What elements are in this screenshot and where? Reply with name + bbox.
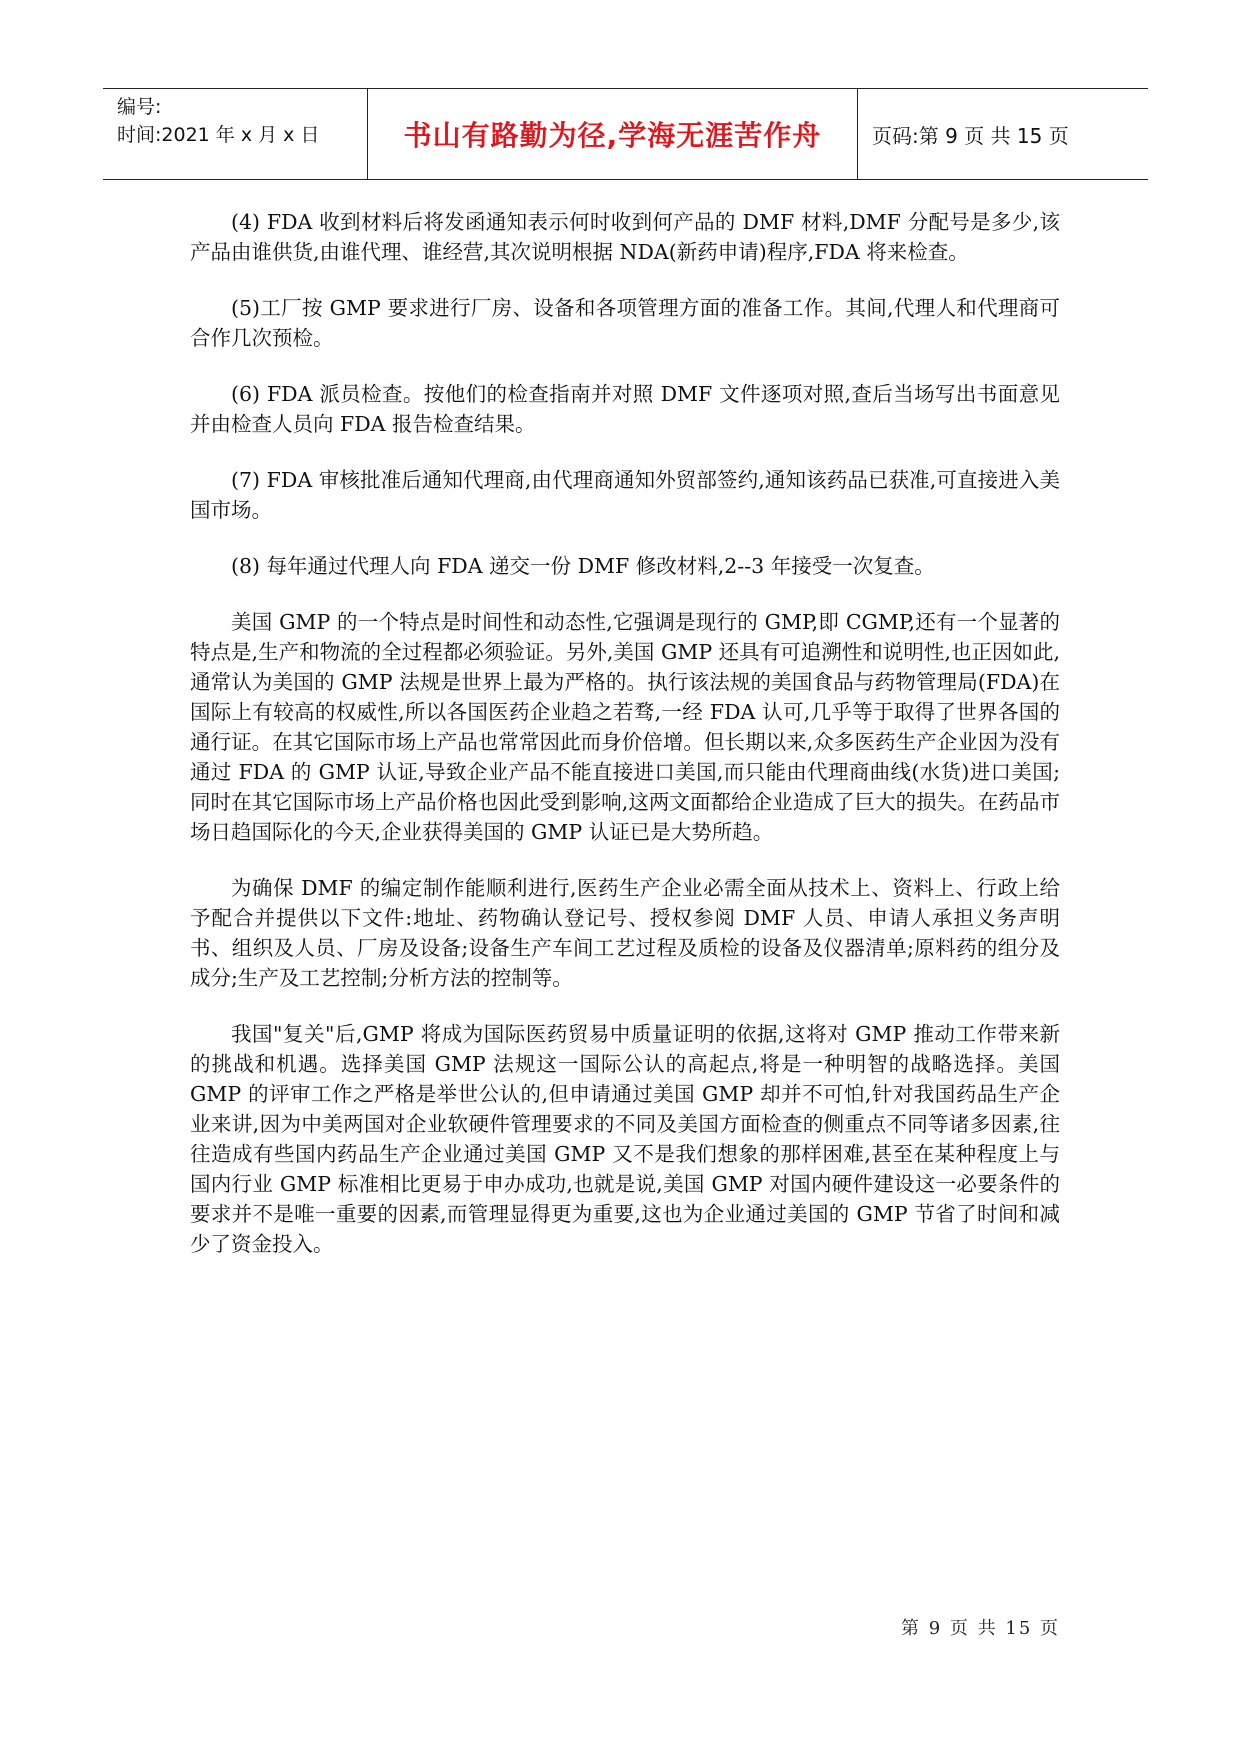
document-number-label: 编号: — [117, 96, 162, 118]
paragraph-step-4: (4) FDA 收到材料后将发函通知表示何时收到何产品的 DMF 材料,DMF 分配号是多少,该产品由谁供货,由谁代理、谁经营,其次说明根据 NDA(新药申请)程序,FDA 将来检查。 — [190, 210, 1060, 264]
paragraph-step-7: (7) FDA 审核批准后通知代理商,由代理商通知外贸部签约,通知该药品已获准,可直接进入美国市场。 — [190, 468, 1060, 522]
paragraph-step-5: (5)工厂按 GMP 要求进行厂房、设备和各项管理方面的准备工作。其间,代理人和代理商可合作几次预检。 — [190, 296, 1060, 350]
header-info — [103, 89, 368, 179]
paragraph-dmf-documents: 为确保 DMF 的编定制作能顺利进行,医药生产企业必需全面从技术上、资料上、行政上给予配合并提供以下文件:地址、药物确认登记号、授权参阅 DMF 人员、申请人承担义务声明书、组织及人员、厂房及设备;设备生产车间工艺过程及质检的设备及仪器清单;原料药的组分及成分;生产及工艺控制;分析方法的控制等。 — [190, 876, 1060, 990]
header-page-number: 页码:第 9 页 共 15 页 — [872, 123, 1069, 148]
paragraph-step-8: (8) 每年通过代理人向 FDA 递交一份 DMF 修改材料,2--3 年接受一次复查。 — [231, 554, 935, 578]
paragraph-gmp-features: 美国 GMP 的一个特点是时间性和动态性,它强调是现行的 GMP,即 CGMP,还有一个显著的特点是,生产和物流的全过程都必须验证。另外,美国 GMP 还具有可追溯性和说明性,也正因如此,通常认为美国的 GMP 法规是世界上最为严格的。执行该法规的美国食品与药物管理局(FDA)在国际上有较高的权威性,所以各国医药企业趋之若骛,一经 FDA 认可,几乎等于取得了世界各国的通行证。在其它国际市场上产品也常常因此而身价倍增。但长期以来,众多医药生产企业因为没有通过 FDA 的 GMP 认证,导致企业产品不能直接进口美国,而只能由代理商曲线(水货)进口美国;同时在其它国际市场上产品价格也因此受到影响,这两文面都给企业造成了巨大的损失。在药品市场日趋国际化的今天,企业获得美国的 GMP 认证已是大势所趋。 — [190, 610, 1060, 844]
page-header — [103, 88, 1148, 180]
page-footer: 第 9 页 共 15 页 — [901, 1618, 1060, 1639]
document-date-label: 时间:2021 年 x 月 x 日 — [117, 124, 320, 146]
header-motto: 书山有路勤为径,学海无涯苦作舟 — [368, 89, 858, 179]
document-body — [190, 207, 1060, 1285]
paragraph-step-6: (6) FDA 派员检查。按他们的检查指南并对照 DMF 文件逐项对照,查后当场写出书面意见并由检查人员向 FDA 报告检查结果。 — [190, 382, 1060, 436]
paragraph-gmp-strategy: 我国"复关"后,GMP 将成为国际医药贸易中质量证明的依据,这将对 GMP 推动工作带来新的挑战和机遇。选择美国 GMP 法规这一国际公认的高起点,将是一种明智的战略选择。美国 GMP 的评审工作之严格是举世公认的,但申请通过美国 GMP 却并不可怕,针对我国药品生产企业来讲,因为中美两国对企业软硬件管理要求的不同及美国方面检查的侧重点不同等诸多因素,往往造成有些国内药品生产企业通过美国 GMP 又不是我们想象的那样困难,甚至在某种程度上与国内行业 GMP 标准相比更易于申办成功,也就是说,美国 GMP 对国内硬件建设这一必要条件的要求并不是唯一重要的因素,而管理显得更为重要,这也为企业通过美国的 GMP 节省了时间和减少了资金投入。 — [190, 1022, 1060, 1256]
